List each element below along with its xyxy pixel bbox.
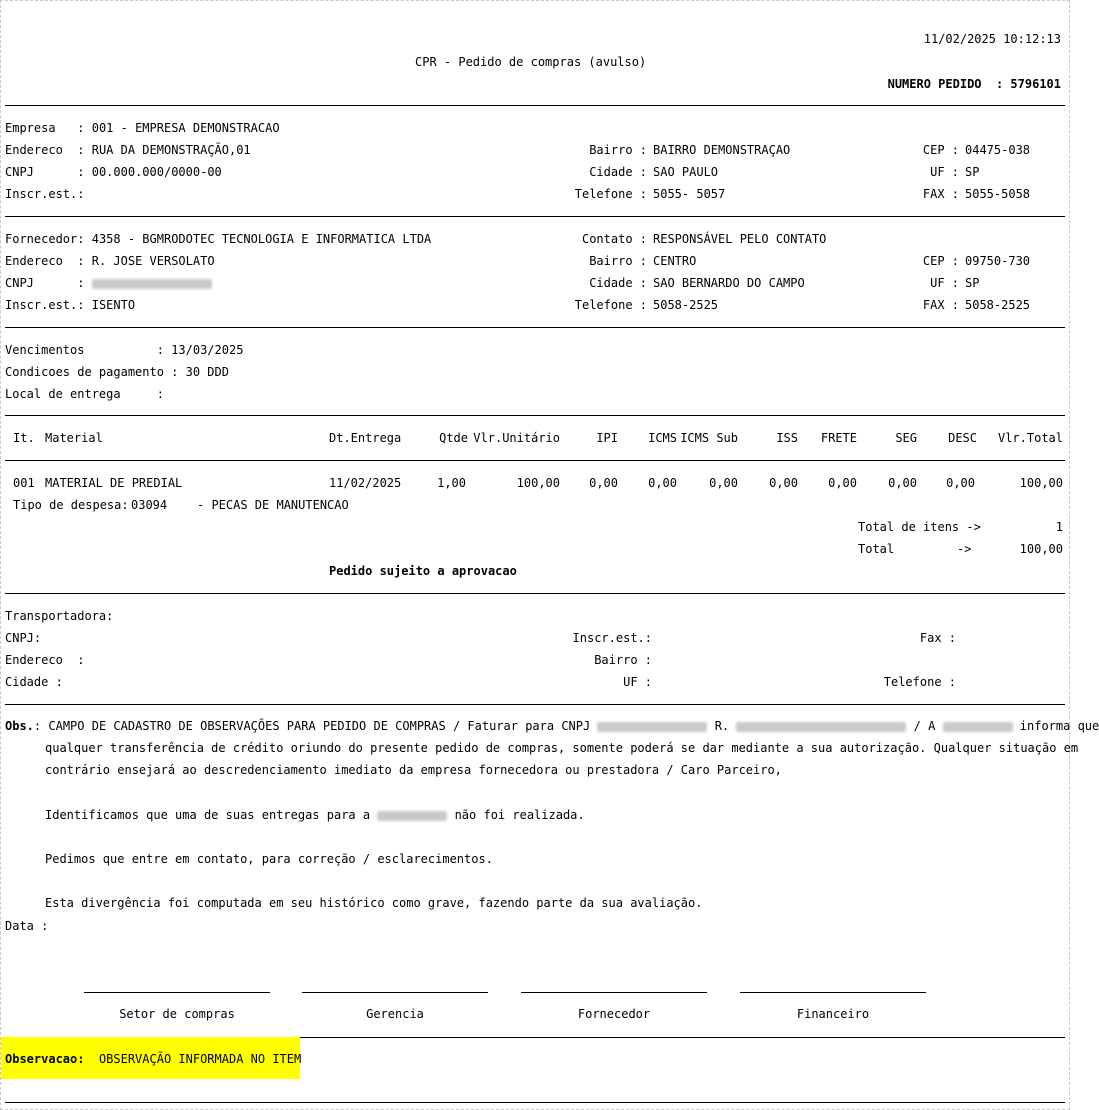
- company-uf-label: UF :: [930, 165, 959, 179]
- company-uf-value: SP: [965, 165, 980, 179]
- supplier-fornecedor: Fornecedor: 4358 - BGMRODOTEC TECNOLOGIA E INFORMATICA LTDA: [5, 232, 432, 246]
- cell-vlr-total: 100,00: [1019, 476, 1063, 490]
- company-fax-value: 5055-5058: [965, 187, 1031, 201]
- company-cep-label: CEP :: [922, 143, 959, 157]
- divider: [5, 704, 1065, 705]
- col-header-vlr-unitario: Vlr.Unitário: [473, 431, 560, 445]
- total-arrow: ->: [957, 542, 972, 556]
- supplier-cidade-value: SAO BERNARDO DO CAMPO: [653, 276, 805, 290]
- company-fax-label: FAX :: [922, 187, 959, 201]
- total-itens-value: 1: [1055, 520, 1063, 534]
- supplier-cidade-label: Cidade :: [589, 276, 647, 290]
- carrier-fax: Fax :: [919, 631, 956, 645]
- col-header-dt-entrega: Dt.Entrega: [329, 431, 402, 445]
- col-header-frete: FRETE: [820, 431, 857, 445]
- cell-frete: 0,00: [828, 476, 857, 490]
- footer-observacao: [5, 1052, 301, 1066]
- company-cidade-value: SAO PAULO: [653, 165, 719, 179]
- col-header-qtde: Qtde: [439, 431, 468, 445]
- divider: [5, 105, 1065, 106]
- supplier-telefone-value: 5058-2525: [653, 298, 719, 312]
- cell-it: 001: [13, 476, 35, 490]
- col-header-material: Material: [45, 431, 103, 445]
- payment-local-entrega: Local de entrega :: [5, 387, 164, 401]
- divider: [5, 460, 1065, 461]
- total-label: Total: [858, 542, 895, 556]
- carrier-uf: UF :: [623, 675, 652, 689]
- col-header-icms-sub: ICMS Sub: [680, 431, 738, 445]
- total-value: 100,00: [1019, 542, 1063, 556]
- obs-paragraph-divergencia: Esta divergência foi computada em seu histórico como grave, fazendo parte da sua avaliação.: [45, 896, 703, 910]
- supplier-endereco: Endereco : R. JOSE VERSOLATO: [5, 254, 215, 268]
- supplier-uf-value: SP: [965, 276, 980, 290]
- company-bairro-label: Bairro :: [589, 143, 647, 157]
- divider: [5, 593, 1065, 594]
- cell-ipi: 0,00: [589, 476, 618, 490]
- cell-icms-sub: 0,00: [709, 476, 738, 490]
- signature-financeiro: Financeiro: [796, 1007, 870, 1021]
- cell-iss: 0,00: [769, 476, 798, 490]
- signature-line: [521, 992, 707, 993]
- total-itens-label: Total de itens ->: [858, 520, 981, 534]
- order-number-value: : 5796101: [995, 77, 1061, 91]
- signature-line: [84, 992, 270, 993]
- signature-setor-compras: Setor de compras: [119, 1007, 235, 1021]
- carrier-cnpj: CNPJ:: [5, 631, 42, 645]
- footer-observacao-label: Observacao:: [5, 1052, 85, 1066]
- cell-seg: 0,00: [888, 476, 917, 490]
- despesa-code: 03094: [131, 498, 168, 512]
- company-cep-value: 04475-038: [965, 143, 1031, 157]
- cell-vlr-unitario: 100,00: [516, 476, 560, 490]
- supplier-inscr: Inscr.est.: ISENTO: [5, 298, 136, 312]
- col-header-icms: ICMS: [648, 431, 677, 445]
- company-bairro-value: BAIRRO DEMONSTRAÇAO: [653, 143, 791, 157]
- obs-paragraph-entrega: Identificamos que uma de suas entregas para a não foi realizada.: [45, 808, 585, 822]
- supplier-cnpj: CNPJ :: [5, 276, 212, 290]
- redacted-company: [377, 811, 447, 821]
- approval-note: Pedido sujeito a aprovacao: [329, 564, 517, 578]
- redacted-address: [736, 722, 906, 732]
- supplier-uf-label: UF :: [930, 276, 959, 290]
- order-number: [888, 77, 1061, 91]
- data-label: Data :: [5, 919, 49, 933]
- company-telefone-label: Telefone :: [574, 187, 647, 201]
- supplier-contato-value: RESPONSÁVEL PELO CONTATO: [653, 232, 827, 246]
- company-inscr: Inscr.est.:: [5, 187, 85, 201]
- company-empresa: Empresa : 001 - EMPRESA DEMONSTRACAO: [5, 121, 280, 135]
- signature-line: [302, 992, 488, 993]
- col-header-seg: SEG: [895, 431, 917, 445]
- carrier-inscr: Inscr.est.:: [572, 631, 652, 645]
- carrier-telefone: Telefone :: [883, 675, 956, 689]
- despesa-label: Tipo de despesa:: [13, 498, 129, 512]
- print-datetime: 11/02/2025 10:12:13: [923, 32, 1061, 46]
- despesa-desc: - PECAS DE MANUTENCAO: [197, 498, 349, 512]
- payment-vencimentos: Vencimentos : 13/03/2025: [5, 343, 244, 357]
- redacted-company: [943, 722, 1013, 732]
- divider: [5, 216, 1065, 217]
- signature-line: [740, 992, 926, 993]
- supplier-cep-value: 09750-730: [965, 254, 1031, 268]
- company-endereco: Endereco : RUA DA DEMONSTRAÇÃO,01: [5, 143, 251, 157]
- col-header-vlr-total: Vlr.Total: [997, 431, 1063, 445]
- supplier-fax-value: 5058-2525: [965, 298, 1031, 312]
- obs-label: Obs.: [5, 719, 34, 733]
- supplier-contato-label: Contato :: [581, 232, 647, 246]
- supplier-fax-label: FAX :: [922, 298, 959, 312]
- cell-desc: 0,00: [946, 476, 975, 490]
- obs-paragraph-contato: Pedimos que entre em contato, para correção / esclarecimentos.: [45, 852, 493, 866]
- carrier-bairro: Bairro :: [594, 653, 652, 667]
- cell-dt-entrega: 11/02/2025: [329, 476, 402, 490]
- carrier-transportadora: Transportadora:: [5, 609, 114, 623]
- signature-fornecedor: Fornecedor: [577, 1007, 651, 1021]
- document-title: CPR - Pedido de compras (avulso): [415, 55, 647, 69]
- redacted-cnpj: [597, 722, 707, 732]
- cell-qtde: 1,00: [437, 476, 466, 490]
- company-cnpj: CNPJ : 00.000.000/0000-00: [5, 165, 222, 179]
- company-cidade-label: Cidade :: [589, 165, 647, 179]
- supplier-bairro-label: Bairro :: [589, 254, 647, 268]
- obs-line-2: qualquer transferência de crédito oriundo do presente pedido de compras, somente poderá se dar mediante a sua autorização. Qualquer situação em: [45, 741, 1079, 755]
- redacted-cnpj: [92, 279, 212, 289]
- divider: [5, 415, 1065, 416]
- col-header-desc: DESC: [948, 431, 977, 445]
- carrier-cidade: Cidade :: [5, 675, 63, 689]
- cell-material: MATERIAL DE PREDIAL: [45, 476, 183, 490]
- obs-line-1: Obs.: CAMPO DE CADASTRO DE OBSERVAÇÕES PARA PEDIDO DE COMPRAS / Faturar para CNPJ R. / A informa que: [5, 719, 1099, 733]
- cell-icms: 0,00: [648, 476, 677, 490]
- supplier-cep-label: CEP :: [922, 254, 959, 268]
- supplier-telefone-label: Telefone :: [574, 298, 647, 312]
- col-header-it: It.: [13, 431, 35, 445]
- carrier-endereco: Endereco :: [5, 653, 85, 667]
- col-header-iss: ISS: [776, 431, 798, 445]
- order-number-label: NUMERO PEDIDO: [887, 77, 982, 91]
- col-header-ipi: IPI: [596, 431, 618, 445]
- payment-condicoes: Condicoes de pagamento : 30 DDD: [5, 365, 229, 379]
- divider: [5, 1102, 1065, 1103]
- obs-line-3: contrário ensejará ao descredenciamento imediato da empresa fornecedora ou prestadora / Caro Parceiro,: [45, 763, 782, 777]
- divider: [5, 327, 1065, 328]
- company-telefone-value: 5055- 5057: [653, 187, 726, 201]
- signature-gerencia: Gerencia: [366, 1007, 424, 1021]
- supplier-bairro-value: CENTRO: [653, 254, 697, 268]
- footer-observacao-value: OBSERVAÇÃO INFORMADA NO ITEM: [98, 1052, 302, 1066]
